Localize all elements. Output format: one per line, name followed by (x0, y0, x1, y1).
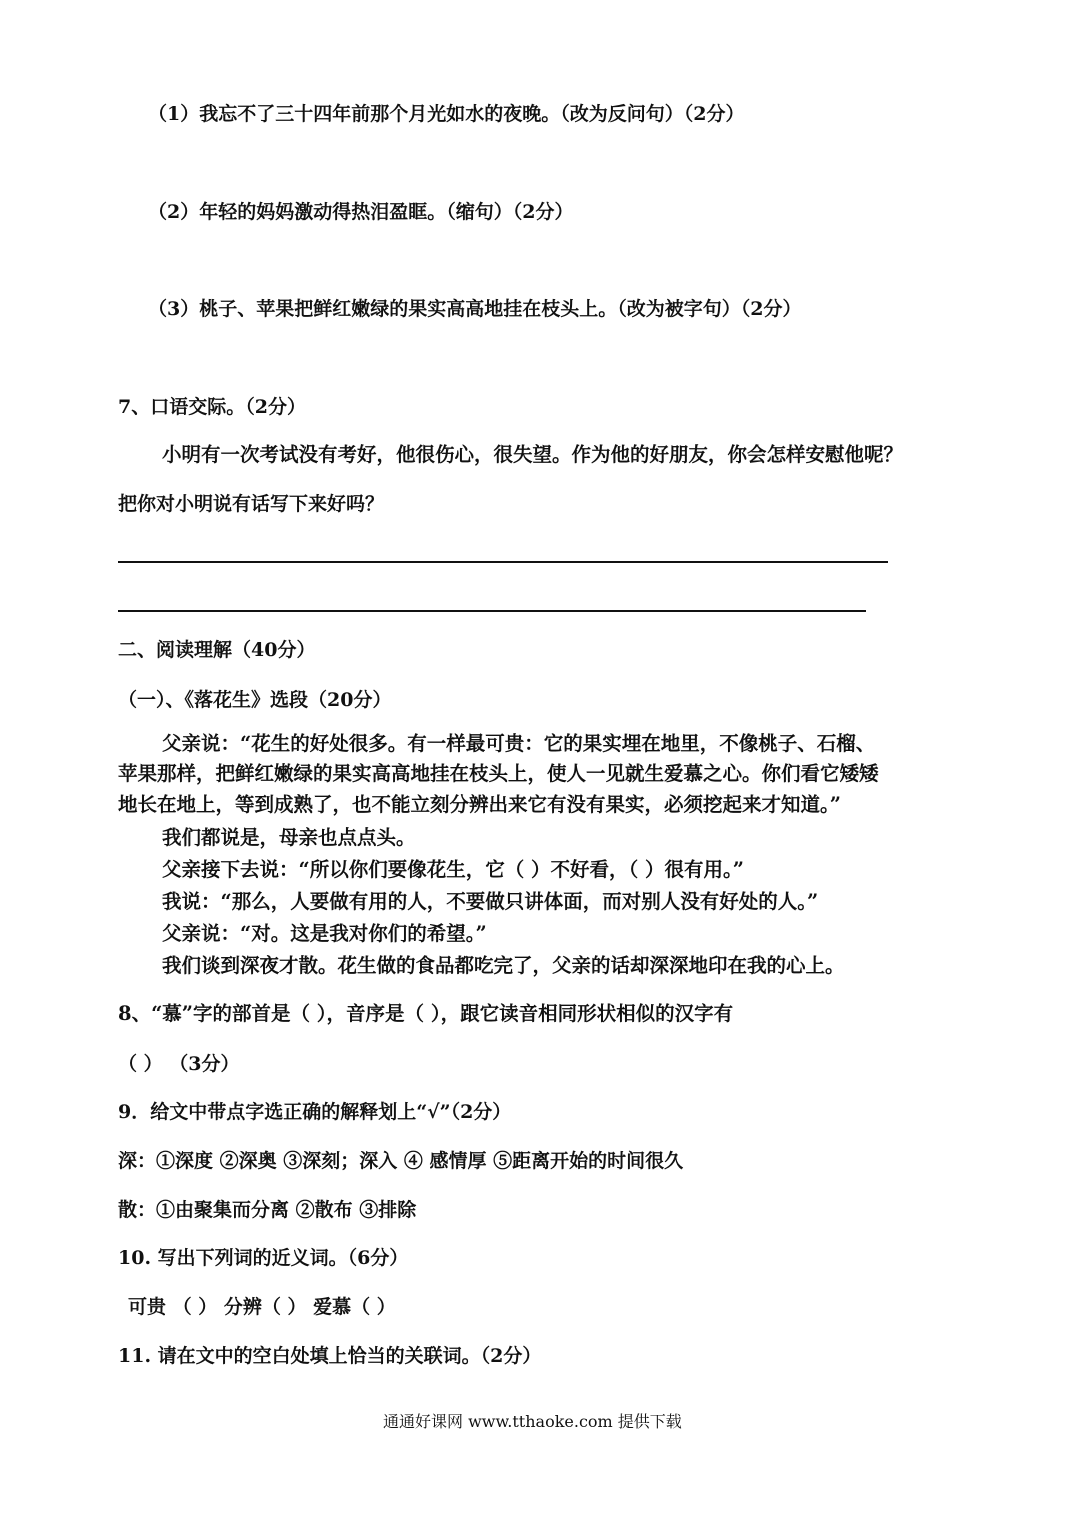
question-7-prompt-line2: 把你对小明说有话写下来好吗？ (118, 493, 385, 515)
answer-line-1 (118, 561, 888, 563)
question-6-1: （1）我忘不了三十四年前那个月光如水的夜晚。（改为反问句）（2分） (148, 103, 745, 125)
question-9-option-shen: 深：①深度 ②深奥 ③深刻；深入 ④ 感情厚 ⑤距离开始的时间很久 (118, 1150, 684, 1172)
question-7-prompt-line1: 小明有一次考试没有考好，他很伤心，很失望。作为他的好朋友，你会怎样安慰他呢？ (162, 443, 904, 466)
question-6-2: （2）年轻的妈妈激动得热泪盈眶。（缩句）（2分） (148, 201, 574, 223)
passage-line-2: 苹果那样，把鲜红嫩绿的果实高高地挂在枝头上，使人一见就生爱慕之心。你们看它矮矮 (118, 762, 879, 785)
section-2-title: 二、阅读理解（40分） (118, 639, 316, 661)
page-footer: 通通好课网 www.tthaoke.com 提供下载 (383, 1412, 682, 1431)
passage-line-1: 父亲说：“花生的好处很多。有一样最可贵：它的果实埋在地里，不像桃子、石榴、 (162, 732, 876, 755)
passage-line-4: 我们都说是，母亲也点点头。 (162, 826, 416, 849)
question-7-title: 7、口语交际。（2分） (118, 396, 306, 418)
question-11-title: 11. 请在文中的空白处填上恰当的关联词。（2分） (118, 1345, 542, 1367)
passage-line-7: 父亲说：“对。这是我对你们的希望。” (162, 922, 487, 945)
passage-line-3: 地长在地上，等到成熟了，也不能立刻分辨出来它有没有果实，必须挖起来才知道。” (118, 793, 841, 816)
passage-title: （一）、《落花生》选段（20分） (118, 689, 392, 711)
passage-line-6: 我说：“那么，人要做有用的人，不要做只讲体面，而对别人没有好处的人。” (162, 890, 819, 913)
question-10-title: 10. 写出下列词的近义词。（6分） (118, 1247, 409, 1269)
question-8-line1: 8、“慕”字的部首是（ ），音序是（ ），跟它读音相同形状相似的汉字有 (118, 1002, 734, 1025)
question-9-option-san: 散：①由聚集而分离 ②散布 ③排除 (118, 1199, 417, 1221)
question-9-title: 9．给文中带点字选正确的解释划上“√”（2分） (118, 1101, 512, 1123)
question-8-line2: （ ） （3分） (118, 1053, 240, 1075)
answer-line-2 (118, 610, 866, 612)
question-10-words: 可贵 （ ） 分辨（ ） 爱慕（ ） (128, 1296, 396, 1318)
question-6-3: （3）桃子、苹果把鲜红嫩绿的果实高高地挂在枝头上。（改为被字句）（2分） (148, 298, 802, 320)
passage-line-8: 我们谈到深夜才散。花生做的食品都吃完了，父亲的话却深深地印在我的心上。 (162, 954, 845, 977)
passage-line-5: 父亲接下去说：“所以你们要像花生，它（ ）不好看，（ ）很有用。” (162, 858, 745, 881)
